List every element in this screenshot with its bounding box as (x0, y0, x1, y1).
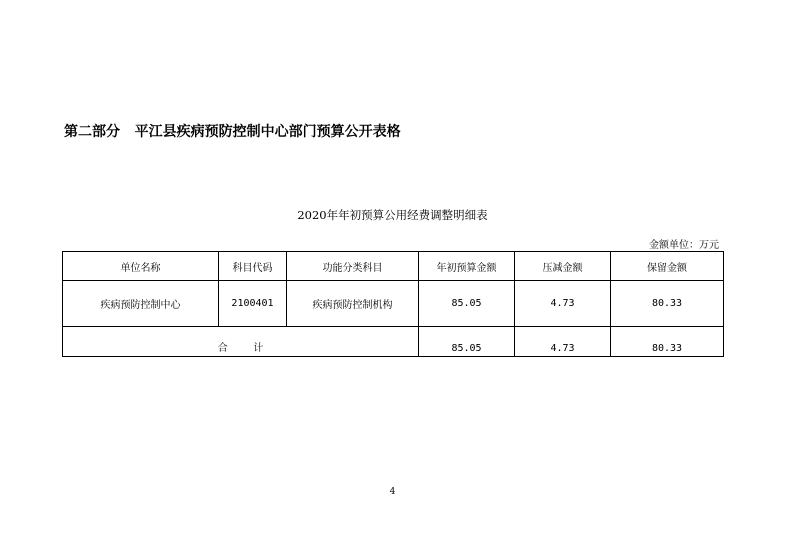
budget-table (62, 251, 724, 357)
col-header-subject-code: 科目代码 (219, 252, 287, 281)
col-header-initial-budget: 年初预算金额 (419, 252, 515, 281)
col-header-unit-name: 单位名称 (63, 252, 219, 281)
total-label: 合 计 (63, 327, 419, 357)
section-heading: 第二部分 平江县疾病预防控制中心部门预算公开表格 (64, 124, 401, 140)
col-header-retained: 保留金额 (611, 252, 724, 281)
table-title: 2020年年初预算公用经费调整明细表 (297, 208, 488, 222)
total-retained: 80.33 (611, 327, 724, 357)
total-initial-budget: 85.05 (419, 327, 515, 357)
page-number: 4 (389, 487, 396, 497)
cell-subject-code: 2100401 (219, 281, 287, 327)
total-row (63, 327, 724, 357)
cell-function-subject: 疾病预防控制机构 (287, 281, 419, 327)
cell-unit-name: 疾病预防控制中心 (63, 281, 219, 327)
col-header-reduction: 压减金额 (515, 252, 611, 281)
table-header-row (63, 252, 724, 281)
unit-label: 金额单位：万元 (649, 240, 719, 251)
table-row (63, 281, 724, 327)
col-header-function-subject: 功能分类科目 (287, 252, 419, 281)
cell-initial-budget: 85.05 (419, 281, 515, 327)
total-reduction: 4.73 (515, 327, 611, 357)
cell-reduction: 4.73 (515, 281, 611, 327)
cell-retained: 80.33 (611, 281, 724, 327)
